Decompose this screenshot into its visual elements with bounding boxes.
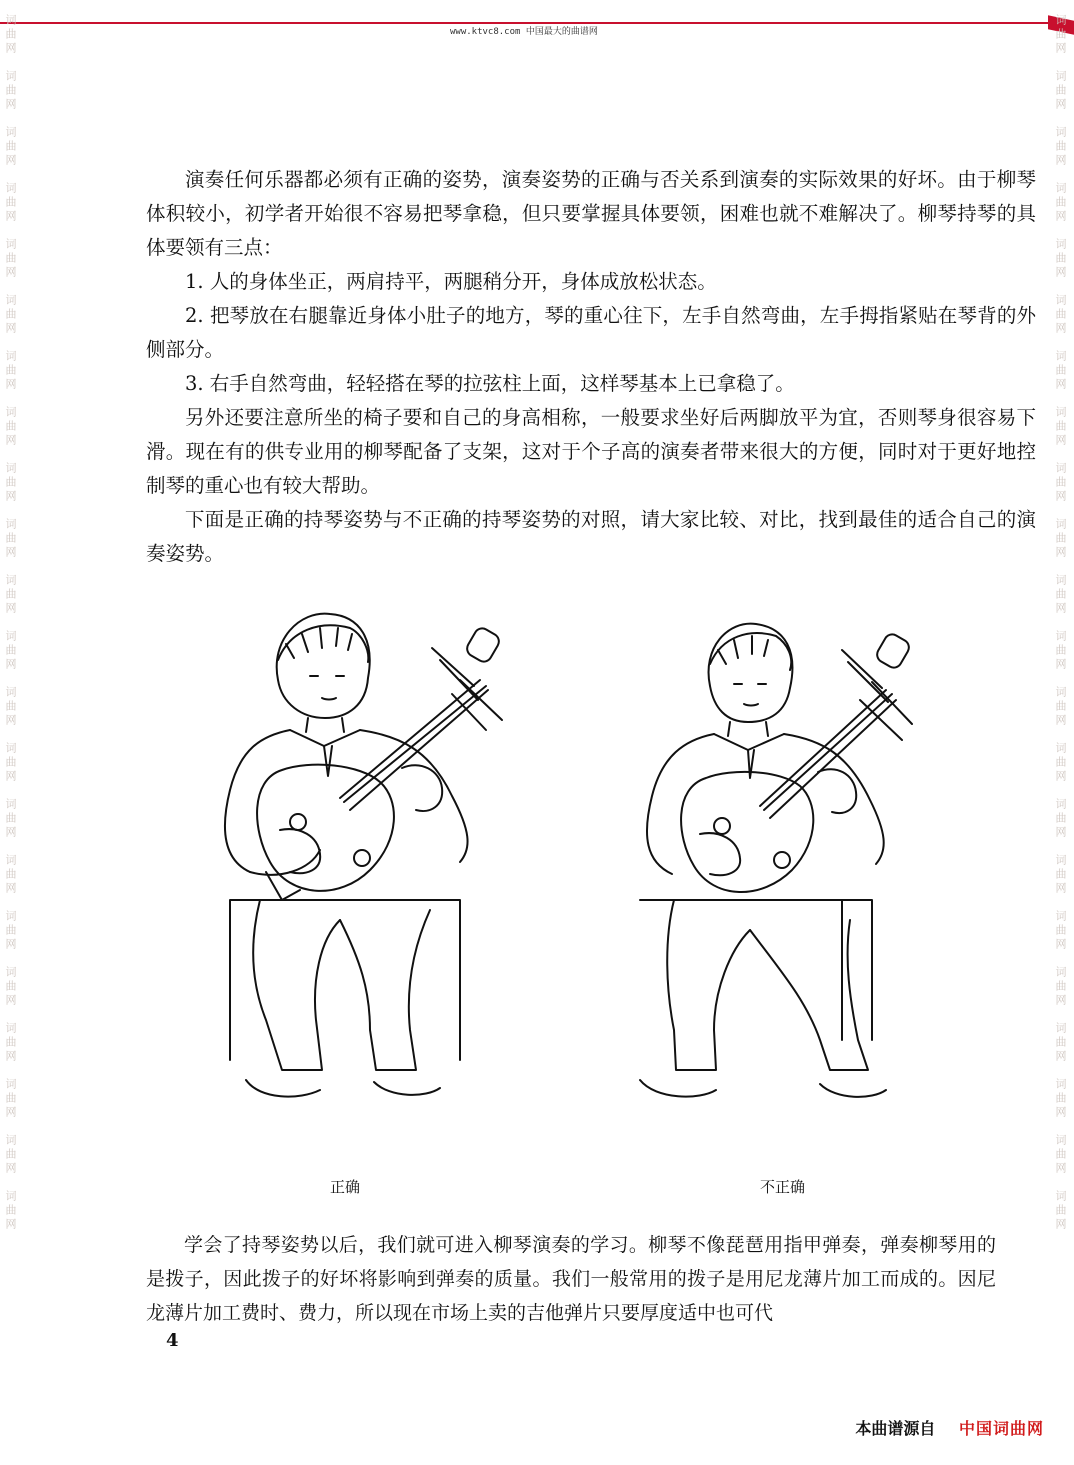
paragraph: 另外还要注意所坐的椅子要和自己的身高相称，一般要求坐好后两脚放平为宜，否则琴身很容易下滑。现在有的供专业用的柳琴配备了支架，这对于个子高的演奏者带来很大的方便，同时对于更好地控制琴的重心也有较大帮助。	[146, 406, 1036, 497]
site-header[interactable]: www.ktvc8.com 中国最大的曲谱网	[450, 27, 598, 37]
figure-incorrect-posture	[610, 600, 950, 1120]
top-rule	[0, 0, 1050, 24]
paragraph: 演奏任何乐器都必须有正确的姿势，演奏姿势的正确与否关系到演奏的实际效果的好坏。由于柳琴体积较小，初学者开始很不容易把琴拿稳，但只要掌握具体要领，困难也就不难解决了。柳琴持琴的具体要领有三点：	[146, 168, 1036, 259]
site-link[interactable]: 中国词曲网	[958, 1419, 1044, 1438]
intro-text	[146, 163, 1036, 571]
source-label: 本曲谱源自	[855, 1419, 936, 1438]
caption-incorrect: 不正确	[760, 1178, 806, 1196]
page-number: 4	[166, 1330, 179, 1351]
side-watermark: 词曲网	[4, 14, 17, 56]
point-3: 3. 右手自然弯曲，轻轻搭在琴的拉弦柱上面，这样琴基本上已拿稳了。	[185, 372, 795, 395]
figure-correct-posture	[190, 600, 530, 1120]
body-text-continued	[146, 1228, 996, 1330]
point-2: 2. 把琴放在右腿靠近身体小肚子的地方，琴的重心往下，左手自然弯曲，左手拇指紧贴在琴背的外侧部分。	[146, 304, 1036, 361]
point-1: 1. 人的身体坐正，两肩持平，两腿稍分开，身体成放松状态。	[185, 270, 717, 293]
footer-credit	[855, 1416, 1044, 1439]
left-watermark-strip: 词曲网 词曲网 词曲网 词曲网 词曲网 词曲网 词曲网 词曲网 词曲网 词曲网 词曲网 词曲网 词曲网 词曲网 词曲网 词曲网 词曲网 词曲网 词曲网 词曲网 词曲网 词曲网	[4, 14, 17, 1232]
side-watermark: 词曲网	[1054, 14, 1067, 56]
paragraph: 下面是正确的持琴姿势与不正确的持琴姿势的对照，请大家比较、对比，找到最佳的适合自己的演奏姿势。	[146, 508, 1036, 565]
paragraph: 学会了持琴姿势以后，我们就可进入柳琴演奏的学习。柳琴不像琵琶用指甲弹奏，弹奏柳琴用的是拨子，因此拨子的好坏将影响到弹奏的质量。我们一般常用的拨子是用尼龙薄片加工而成的。因尼龙薄片加工费时、费力，所以现在市场上卖的吉他弹片只要厚度适中也可代	[146, 1234, 996, 1324]
right-watermark-strip: 词曲网 词曲网 词曲网 词曲网 词曲网 词曲网 词曲网 词曲网 词曲网 词曲网 词曲网 词曲网 词曲网 词曲网 词曲网 词曲网 词曲网 词曲网 词曲网 词曲网 词曲网 词曲网	[1054, 14, 1067, 1232]
caption-correct: 正确	[330, 1178, 361, 1196]
